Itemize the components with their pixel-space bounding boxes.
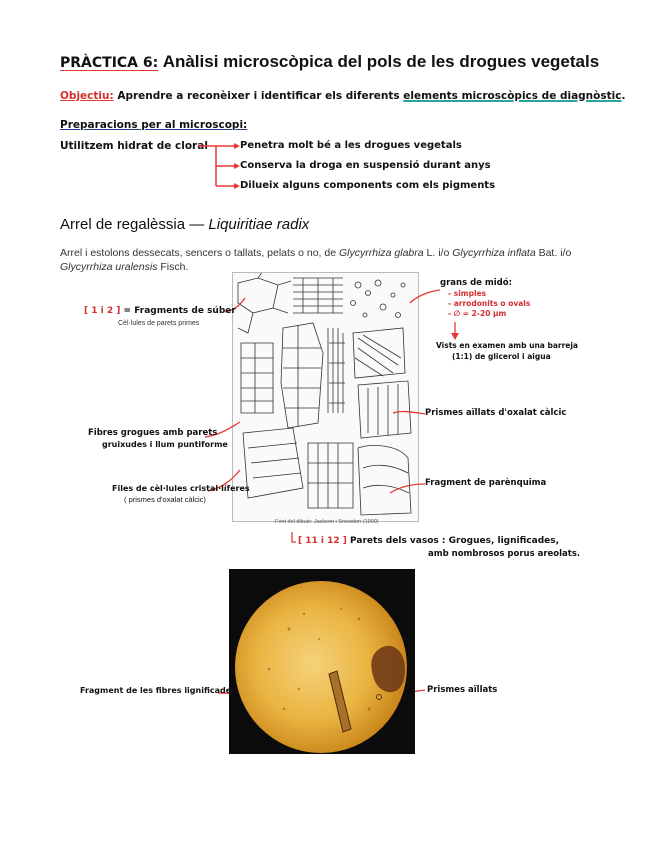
annotation-vessels-2: amb nombrosos porus areolats. [428, 549, 581, 559]
desc-part-2: L. i/o [426, 247, 450, 259]
annotation-starch-4: Vists en examen amb una barreja [436, 341, 578, 350]
preparation-heading: Preparacions per al microscopi: [60, 119, 248, 131]
section-latin: Liquiritiae radix [208, 216, 310, 233]
annotation-suber-sub: Cèl·lules de parets primes [118, 320, 200, 327]
annotation-vessels [298, 536, 559, 546]
annotation-suber-num: [ 1 i 2 ] [84, 306, 121, 316]
section-dash: — [189, 216, 205, 233]
micrograph-photo [229, 569, 415, 754]
objective-highlight: elements microscòpics de diagnòstic [403, 90, 622, 102]
annotation-starch-3: - ∅ = 2-20 μm [448, 309, 507, 318]
objective-text: Aprendre a reconèixer i identificar els diferents [117, 90, 400, 102]
diagram-credit: Font del dibuix: Jackson i Snowdon (1990) [275, 519, 379, 525]
annotation-suber-text: = Fragments de súber [123, 306, 236, 316]
micrograph-label-fibres: Fragment de les fibres lignificades [80, 686, 236, 695]
desc-part-4: Fisch. [160, 261, 189, 273]
preparation-bullet-2: Conserva la droga en suspensió durant anys [240, 160, 491, 171]
annotation-fibres-1: Fibres grogues amb parets [88, 428, 218, 438]
preparation-lead: Utilitzem hidrat de cloral [60, 140, 208, 152]
title-text: Anàlisi microscòpica del pols de les drogues vegetals [162, 52, 600, 71]
annotation-crystal-cells-1: Files de cèl·lules cristal·líferes [112, 484, 250, 493]
desc-part-1: Arrel i estolons dessecats, sencers o tallats, pelats o no, de [60, 247, 337, 259]
objective-label: Objectiu: [60, 90, 114, 102]
species-3: Glycyrrhiza uralensis [60, 261, 158, 273]
micrograph-field [229, 569, 415, 754]
annotation-starch-2: - arrodonits o ovals [448, 299, 531, 308]
annotation-vessels-1: Parets dels vasos : Grogues, lignificades, [350, 536, 560, 546]
species-1: Glycyrrhiza glabra [338, 247, 424, 259]
objective-end: . [621, 90, 626, 102]
annotation-vessels-num: [ 11 i 12 ] [298, 536, 347, 546]
annotation-crystal-cells-2: ( prismes d'oxalat càlcic) [124, 495, 206, 504]
annotation-parenchyma: Fragment de parènquima [425, 478, 547, 488]
annotation-fibres-2: gruixudes i llum puntiforme [102, 440, 228, 449]
preparation-bullet-1: Penetra molt bé a les drogues vegetals [240, 140, 462, 151]
preparation-bullet-3: Dilueix alguns components com els pigments [240, 180, 496, 191]
annotation-starch-title: grans de midó: [440, 278, 512, 288]
practice-tag: PRÀCTICA 6: [60, 55, 159, 71]
annotation-prisms: Prismes aïllats d'oxalat càlcic [425, 408, 567, 418]
section-name: Arrel de regalèssia [60, 216, 186, 233]
desc-part-3: Bat. i/o [538, 247, 572, 259]
annotation-suber [84, 306, 236, 316]
annotation-starch-1: - simples [448, 289, 487, 298]
species-2: Glycyrrhiza inflata [452, 247, 536, 259]
micrograph-label-prisms: Prismes aïllats [427, 685, 498, 695]
annotation-starch-5: (1:1) de glicerol i aigua [452, 352, 551, 361]
